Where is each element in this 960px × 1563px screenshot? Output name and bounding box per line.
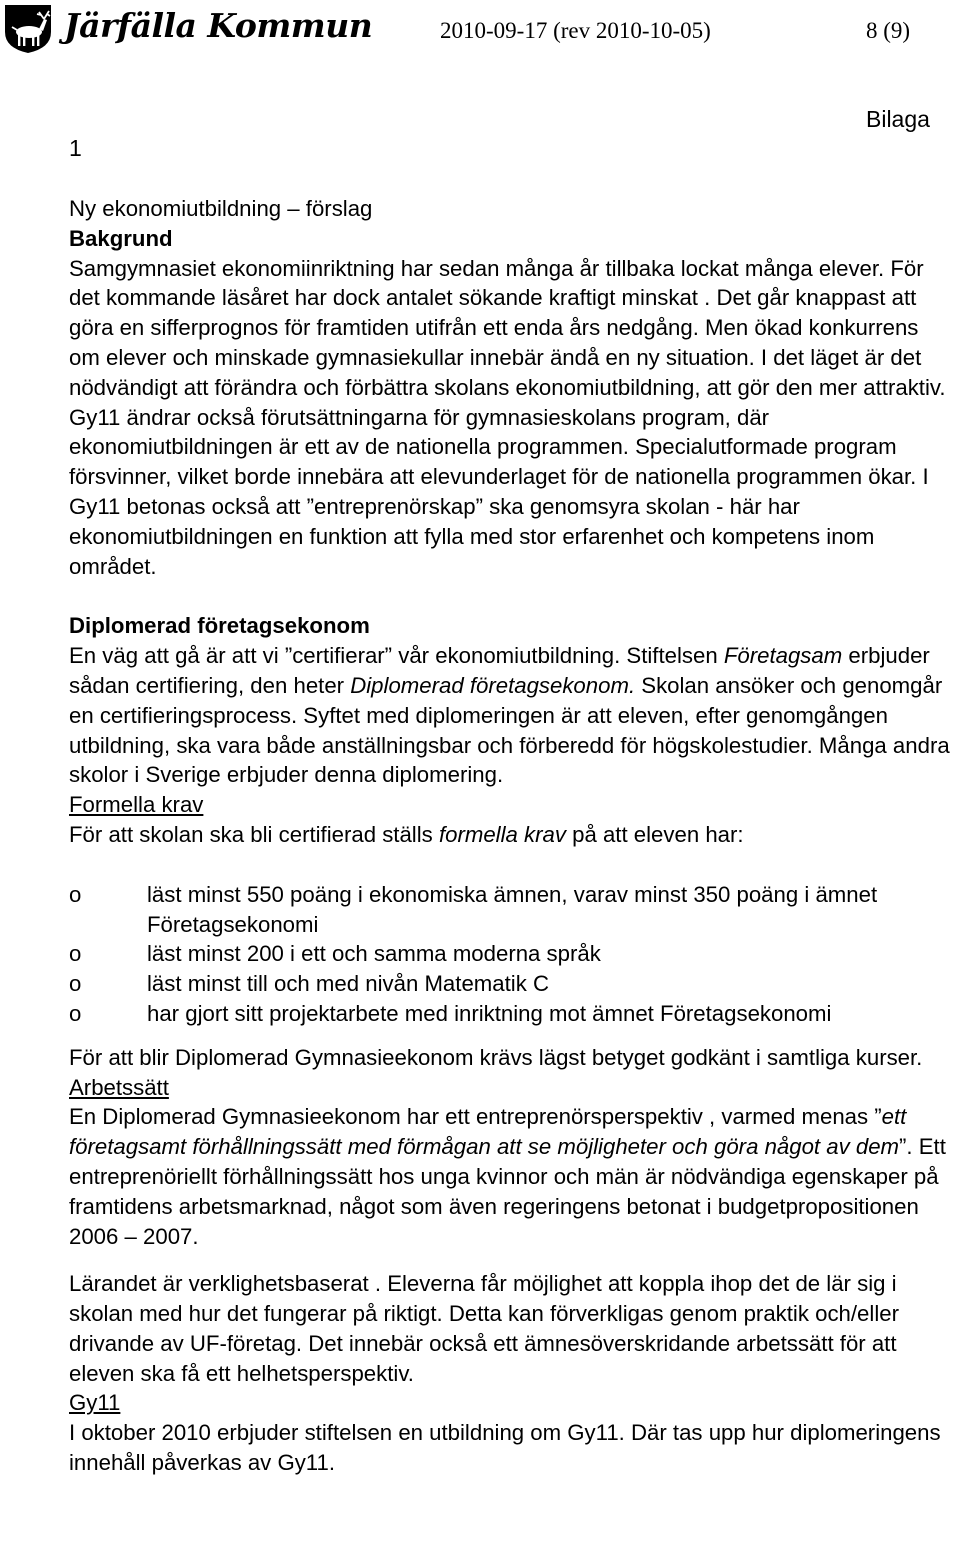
gy11-paragraph: I oktober 2010 erbjuder stiftelsen en utbildning om Gy11. Där tas upp hur diplomeringens innehåll påverkas av Gy11. xyxy=(69,1420,941,1476)
larandet-paragraph: Lärandet är verklighetsbaserat . Eleverna får möjlighet att koppla ihop det de lär sig i skolan med hur det fungerar på riktigt. Detta kan förverkligas genom praktik och/eller drivande av UF-företag. Det innebär också ett ämnesöverskridande arbetssätt för att eleven ska få ett helhetsperspektiv. xyxy=(69,1271,899,1386)
formella-krav-intro: För att skolan ska bli certifierad ställs formella krav på att eleven har: xyxy=(69,821,744,847)
section-heading-formella-krav: Formella krav xyxy=(69,792,204,818)
appendix-label: Bilaga xyxy=(866,106,930,132)
page-header xyxy=(0,0,960,64)
page-number: 8 (9) xyxy=(866,18,911,43)
appendix-number: 1 xyxy=(69,135,82,161)
municipality-logo-text: Järfälla Kommun xyxy=(64,6,373,45)
document-body xyxy=(69,194,955,1478)
bakgrund-paragraph: Samgymnasiet ekonomiinriktning har sedan många år tillbaka lockat många elever. För det kommande läsåret har dock antalet sökande kraftigt minskat . Det går knappast att göra en sifferprognos för framtiden utifrån ett enda års nedgång. Men ökad konkurrens om elever och minskade gymnasiekullar innebär ändå en ny situation. I det läget är det nödvändigt att förändra och förbättra skolans ekonomiutbildning, att gör den mer attraktiv. Gy11 ändrar också förutsättningarna för gymnasieskolans program, där ekonomiutbildningen är ett av de nationella programmen. Specialutformade program försvinner, vilket borde innebära att elevunderlaget för de nationella programmen ökar. I Gy11 betonas också att ”entreprenörskap” ska genomsyra skolan - här har ekonomiutbildningen en funktion att fylla med stor erfarenhet och kompetens inom området. xyxy=(69,255,946,579)
list-item: o läst minst till och med nivån Matematik C xyxy=(69,969,955,999)
bullet-icon: o xyxy=(69,971,82,997)
document-date: 2010-09-17 (rev 2010-10-05) xyxy=(440,18,711,43)
formella-krav-outro: För att blir Diplomerad Gymnasieekonom krävs lägst betyget godkänt i samtliga kurser. xyxy=(69,1044,923,1070)
requirements-list xyxy=(69,880,955,1029)
bullet-icon: o xyxy=(69,941,82,967)
section-heading-arbetssatt: Arbetssätt xyxy=(69,1074,169,1100)
proposal-title: Ny ekonomiutbildning – förslag xyxy=(69,196,373,221)
bullet-icon: o xyxy=(69,1000,82,1026)
diplomerad-paragraph: En väg att gå är att vi ”certifierar” vår ekonomiutbildning. Stiftelsen Företagsam erbjuder sådan certifiering, den heter Diplomerad företagsekonom. Skolan ansöker och genomgår en certifieringsprocess. Syftet med diplomeringen är att eleven, efter genomgången utbildning, ska vara både anställningsbar och förberedd för högskolestudier. Många andra skolor i Sverige erbjuder denna diplomering. xyxy=(69,643,950,788)
coat-of-arms-icon xyxy=(2,2,54,54)
section-heading-bakgrund: Bakgrund xyxy=(69,225,173,251)
section-heading-diplomerad: Diplomerad företagsekonom xyxy=(69,613,370,639)
arbetssatt-paragraph: En Diplomerad Gymnasieekonom har ett entreprenörsperspektiv , varmed menas ”ett företagsamt förhållningssätt med förmågan att se möjligheter och göra något av dem”. Ett entreprenöriellt förhållningssätt hos unga kvinnor och män är nödvändiga egenskaper på framtidens arbetsmarknad, något som även regeringens betonat i budgetpropositionen 2006 – 2007. xyxy=(69,1104,946,1249)
section-heading-gy11: Gy11 xyxy=(69,1390,121,1416)
list-item: o läst minst 550 poäng i ekonomiska ämnen, varav minst 350 poäng i ämnet Företagsekonomi xyxy=(69,881,878,937)
list-item: o läst minst 200 i ett och samma moderna språk xyxy=(69,939,955,969)
list-item: o har gjort sitt projektarbete med inriktning mot ämnet Företagsekonomi xyxy=(69,999,955,1029)
bullet-icon: o xyxy=(69,881,82,907)
